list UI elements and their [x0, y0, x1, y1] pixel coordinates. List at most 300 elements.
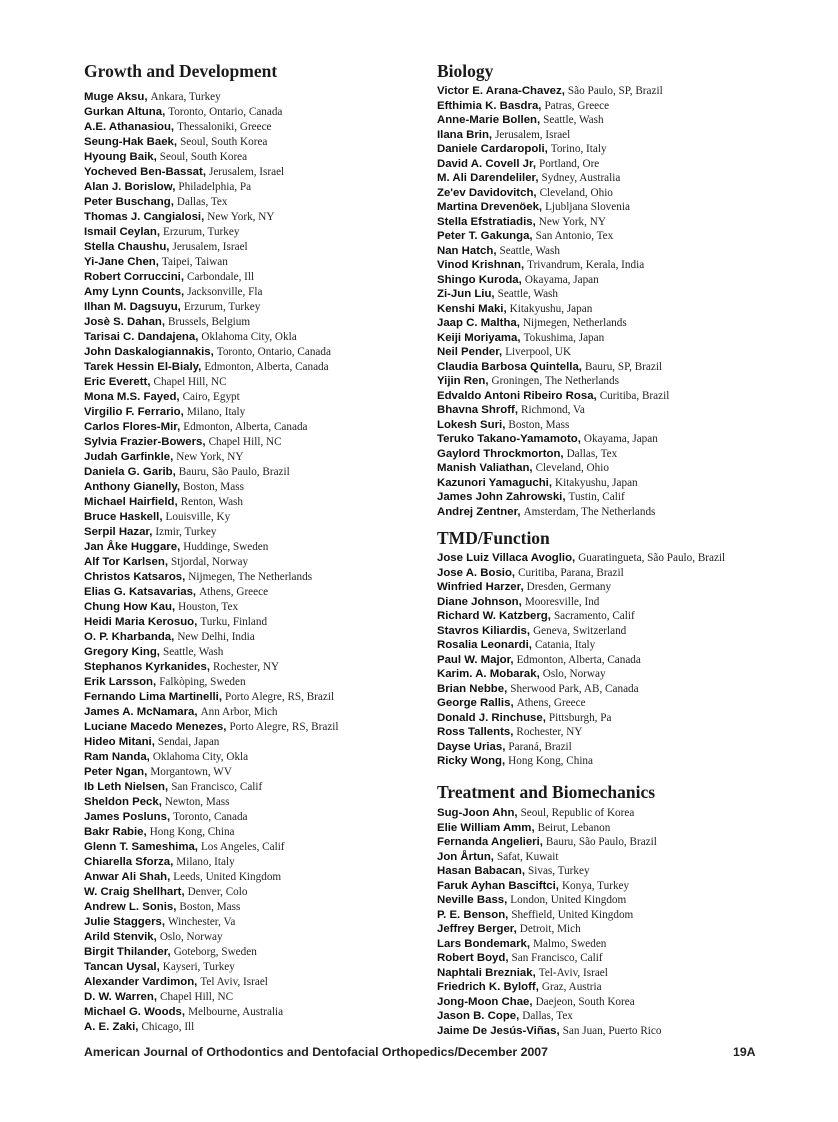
reviewer-name: Virgilio F. Ferrario ,	[84, 406, 184, 418]
reviewer-entry	[437, 489, 669, 504]
reviewer-location: Houston, Tex	[178, 601, 239, 613]
reviewer-entry	[84, 148, 339, 163]
reviewer-list-biology	[437, 83, 669, 518]
reviewer-location: Graz, Austria	[541, 981, 602, 993]
reviewer-location: Trivandrum, Kerala, India	[527, 259, 645, 271]
section-heading-growth: Growth and Development	[84, 61, 278, 81]
reviewer-name: James A. McNamara ,	[84, 706, 198, 718]
reviewer-location: New York, NY	[176, 451, 244, 463]
reviewer-entry	[84, 778, 339, 793]
reviewer-entry	[84, 313, 339, 328]
reviewer-entry	[84, 358, 339, 373]
reviewer-location: São Paulo, SP, Brazil	[567, 85, 663, 97]
reviewer-entry	[84, 223, 339, 238]
reviewer-list-treatment	[437, 805, 661, 1037]
reviewer-entry	[84, 943, 339, 958]
reviewer-entry	[84, 208, 339, 223]
reviewer-name: Nan Hatch ,	[437, 245, 497, 257]
reviewer-name: Michael G. Woods ,	[84, 1006, 185, 1018]
reviewer-entry	[437, 594, 725, 609]
reviewer-entry	[437, 637, 725, 652]
reviewer-entry	[437, 666, 725, 681]
reviewer-entry	[84, 763, 339, 778]
reviewer-location: Tel Aviv, Israel	[200, 976, 268, 988]
reviewer-location: Boston, Mass	[508, 418, 570, 431]
reviewer-entry	[437, 820, 661, 835]
reviewer-location: Porto Alegre, RS, Brazil	[229, 721, 339, 733]
reviewer-entry	[84, 163, 339, 178]
reviewer-name: Ib Leth Nielsen ,	[84, 781, 168, 793]
reviewer-location: Safat, Kuwait	[496, 850, 559, 863]
reviewer-name: Jan Åke Huggare ,	[84, 541, 180, 553]
reviewer-name: Luciane Macedo Menezes ,	[84, 721, 226, 733]
reviewer-entry	[437, 388, 669, 403]
reviewer-location: Seattle, Wash	[162, 646, 224, 658]
reviewer-location: Edmonton, Alberta, Canada	[204, 361, 329, 373]
reviewer-name: Hyoung Baik ,	[84, 151, 157, 163]
reviewer-list-tmd	[437, 550, 725, 768]
reviewer-entry	[437, 878, 661, 893]
reviewer-name: Hideo Mitani ,	[84, 736, 155, 748]
reviewer-entry	[84, 463, 339, 478]
reviewer-name: Bruce Haskell ,	[84, 511, 163, 523]
reviewer-name: David A. Covell Jr ,	[437, 158, 536, 170]
reviewer-name: Paul W. Major ,	[437, 654, 514, 666]
reviewer-location: Bauru, SP, Brazil	[584, 360, 663, 373]
reviewer-name: Anne-Marie Bollen ,	[437, 114, 540, 126]
reviewer-entry	[84, 628, 339, 643]
reviewer-location: Jerusalem, Israel	[172, 241, 248, 253]
reviewer-entry	[84, 493, 339, 508]
reviewer-name: D. W. Warren ,	[84, 991, 157, 1003]
reviewer-location: San Francisco, Calif	[511, 952, 603, 964]
reviewer-name: Gregory King ,	[84, 646, 160, 658]
reviewer-entry	[84, 643, 339, 658]
reviewer-name: Sug-Joon Ahn ,	[437, 807, 518, 819]
reviewer-location: Toronto, Ontario, Canada	[168, 106, 283, 118]
reviewer-location: Oklahoma City, Okla	[201, 331, 297, 343]
reviewer-location: Torino, Italy	[550, 143, 607, 155]
reviewer-name: Fernanda Angelieri ,	[437, 836, 543, 848]
reviewer-entry	[437, 921, 661, 936]
reviewer-name: George Rallis ,	[437, 697, 514, 709]
reviewer-name: Donald J. Rinchuse ,	[437, 712, 546, 724]
reviewer-location: Ankara, Turkey	[150, 91, 221, 103]
reviewer-location: Athens, Greece	[516, 697, 586, 709]
reviewer-entry	[437, 504, 669, 519]
reviewer-name: Anthony Gianelly ,	[84, 481, 180, 493]
section-heading-biology: Biology	[437, 61, 494, 81]
reviewer-name: Glenn T. Sameshima ,	[84, 841, 198, 853]
reviewer-entry	[437, 315, 669, 330]
reviewer-location: Turku, Finland	[200, 616, 268, 628]
reviewer-entry	[84, 988, 339, 1003]
reviewer-location: San Antonio, Tex	[535, 230, 614, 242]
reviewer-location: Sheffield, United Kingdom	[511, 908, 634, 921]
reviewer-location: Toronto, Ontario, Canada	[216, 346, 331, 358]
reviewer-name: Karim. A. Mobarak ,	[437, 668, 540, 680]
reviewer-location: Hong Kong, China	[508, 755, 593, 767]
reviewer-entry	[437, 301, 669, 316]
reviewer-name: Ilhan M. Dagsuyu ,	[84, 301, 181, 313]
reviewer-entry	[437, 834, 661, 849]
reviewer-entry	[437, 185, 669, 200]
reviewer-name: Keiji Moriyama ,	[437, 332, 521, 344]
reviewer-name: Teruko Takano-Yamamoto ,	[437, 433, 581, 445]
reviewer-location: Leeds, United Kingdom	[173, 871, 282, 883]
reviewer-name: Stella Efstratiadis ,	[437, 216, 536, 228]
reviewer-entry	[84, 658, 339, 673]
reviewer-location: Huddinge, Sweden	[183, 541, 269, 553]
reviewer-location: Chapel Hill, NC	[153, 376, 227, 388]
reviewer-location: Morgantown, WV	[150, 766, 232, 778]
footer-journal-title: American Journal of Orthodontics and Dentofacial Orthopedics/December 2007	[84, 1045, 548, 1059]
reviewer-name: Julie Staggers ,	[84, 916, 165, 928]
reviewer-location: Amsterdam, The Netherlands	[523, 505, 656, 518]
reviewer-location: Curitiba, Parana, Brazil	[518, 566, 624, 579]
reviewer-entry	[437, 979, 661, 994]
reviewer-location: Seattle, Wash	[497, 288, 559, 300]
reviewer-entry	[84, 178, 339, 193]
reviewer-entry	[437, 965, 661, 980]
reviewer-location: Winchester, Va	[168, 916, 236, 928]
reviewer-location: Seoul, South Korea	[159, 151, 248, 163]
reviewer-entry	[437, 739, 725, 754]
reviewer-name: Jose A. Bosio ,	[437, 567, 515, 579]
reviewer-name: Alan J. Borislow ,	[84, 181, 175, 193]
reviewer-name: John Daskalogiannakis ,	[84, 346, 214, 358]
reviewer-name: Anwar Ali Shah ,	[84, 871, 170, 883]
reviewer-name: Ross Tallents ,	[437, 726, 513, 738]
section-heading-treatment: Treatment and Biomechanics	[437, 782, 656, 802]
reviewer-location: Sherwood Park, AB, Canada	[510, 682, 639, 695]
reviewer-location: Milano, Italy	[186, 406, 246, 418]
reviewer-entry	[437, 344, 669, 359]
reviewer-location: Athens, Greece	[199, 586, 269, 598]
reviewer-entry	[437, 199, 669, 214]
reviewer-location: Rochester, NY	[516, 726, 583, 738]
reviewer-entry	[84, 298, 339, 313]
reviewer-entry	[84, 403, 339, 418]
reviewer-entry	[437, 710, 725, 725]
reviewer-name: Thomas J. Cangialosi ,	[84, 211, 204, 223]
reviewer-location: Dallas, Tex	[176, 196, 228, 208]
reviewer-location: Hong Kong, China	[149, 826, 235, 838]
reviewer-location: Renton, Wash	[180, 496, 243, 508]
reviewer-name: Kazunori Yamaguchi ,	[437, 477, 552, 489]
reviewer-name: Rosalia Leonardi ,	[437, 639, 532, 651]
reviewer-name: Serpil Hazar ,	[84, 526, 152, 538]
reviewer-entry	[84, 508, 339, 523]
reviewer-location: Guaratingueta, São Paulo, Brazil	[578, 552, 726, 564]
reviewer-entry	[84, 343, 339, 358]
footer-page-number: 19A	[733, 1045, 756, 1059]
reviewer-entry	[84, 373, 339, 388]
reviewer-location: Paraná, Brazil	[508, 740, 572, 753]
reviewer-entry	[84, 688, 339, 703]
reviewer-name: Edvaldo Antoni Ribeiro Rosa ,	[437, 390, 597, 402]
reviewer-entry	[84, 538, 339, 553]
reviewer-location: Kitakyushu, Japan	[555, 476, 638, 489]
reviewer-location: Ljubljana Slovenia	[545, 201, 630, 213]
reviewer-name: A. E. Zaki ,	[84, 1021, 138, 1033]
reviewer-location: Sacramento, Calif	[553, 610, 635, 622]
reviewer-entry	[437, 359, 669, 374]
reviewer-location: Sydney, Australia	[541, 172, 621, 184]
reviewer-name: Josè S. Dahan ,	[84, 316, 165, 328]
reviewer-name: Ze'ev Davidovitch ,	[437, 187, 537, 199]
reviewer-name: Yijin Ren ,	[437, 375, 488, 387]
reviewer-location: Oslo, Norway	[159, 931, 223, 943]
reviewer-name: Ram Nanda ,	[84, 751, 150, 763]
reviewer-location: Seoul, South Korea	[180, 136, 268, 148]
reviewer-entry	[437, 623, 725, 638]
reviewer-location: Erzurum, Turkey	[162, 226, 240, 238]
reviewer-location: Malmo, Sweden	[533, 937, 607, 950]
reviewer-location: Taipei, Taiwan	[161, 256, 228, 268]
reviewer-name: Alexander Vardimon ,	[84, 976, 197, 988]
reviewer-name: Jon Årtun ,	[437, 851, 494, 863]
reviewer-name: Alf Tor Karlsen ,	[84, 556, 168, 568]
reviewer-location: Tokushima, Japan	[523, 331, 605, 344]
reviewer-location: San Juan, Puerto Rico	[562, 1024, 662, 1037]
reviewer-name: O. P. Kharbanda ,	[84, 631, 174, 643]
reviewer-entry	[437, 112, 669, 127]
reviewer-entry	[437, 402, 669, 417]
reviewer-location: Okayama, Japan	[524, 273, 599, 286]
reviewer-name: Claudia Barbosa Quintella ,	[437, 361, 582, 373]
reviewer-name: Efthimia K. Basdra ,	[437, 100, 541, 112]
reviewer-location: Seattle, Wash	[543, 114, 604, 126]
reviewer-location: Chapel Hill, NC	[208, 436, 282, 448]
reviewer-location: Sivas, Turkey	[528, 865, 590, 877]
reviewer-name: Shingo Kuroda ,	[437, 274, 522, 286]
reviewer-location: Pittsburgh, Pa	[548, 711, 612, 724]
reviewer-entry	[84, 433, 339, 448]
reviewer-location: London, United Kingdom	[510, 894, 627, 906]
reviewer-entry	[437, 863, 661, 878]
reviewer-name: Chung How Kau ,	[84, 601, 175, 613]
reviewer-entry	[437, 446, 669, 461]
reviewer-location: New Delhi, India	[177, 631, 255, 643]
reviewer-location: Jacksonville, Fla	[187, 286, 263, 298]
reviewer-entry	[84, 733, 339, 748]
reviewer-entry	[437, 695, 725, 710]
reviewer-entry	[437, 228, 669, 243]
reviewer-name: Hasan Babacan ,	[437, 865, 525, 877]
reviewer-name: Neil Pender ,	[437, 346, 502, 358]
reviewer-entry	[437, 652, 725, 667]
reviewer-entry	[84, 88, 339, 103]
reviewer-location: Stjordal, Norway	[170, 556, 249, 568]
reviewer-location: Edmonton, Alberta, Canada	[183, 421, 308, 433]
reviewer-name: Ismail Ceylan ,	[84, 226, 160, 238]
reviewer-location: Nijmegen, Netherlands	[522, 317, 627, 329]
reviewer-entry	[437, 417, 669, 432]
reviewer-location: Los Angeles, Calif	[200, 841, 285, 853]
reviewer-name: Stella Chaushu ,	[84, 241, 169, 253]
reviewer-name: Elie William Amm ,	[437, 822, 535, 834]
reviewer-entry	[84, 808, 339, 823]
reviewer-location: Kitakyushu, Japan	[509, 302, 593, 315]
reviewer-name: Eric Everett ,	[84, 376, 151, 388]
reviewer-location: Patras, Greece	[544, 99, 610, 112]
reviewer-entry	[437, 141, 669, 156]
reviewer-name: Heidi Maria Kerosuo ,	[84, 616, 197, 628]
reviewer-name: Seung-Hak Baek ,	[84, 136, 177, 148]
reviewer-name: M. Ali Darendeliler ,	[437, 172, 539, 184]
reviewer-location: Chicago, Ill	[141, 1021, 195, 1033]
reviewer-name: Peter Ngan ,	[84, 766, 147, 778]
reviewer-location: Newton, Mass	[164, 796, 230, 808]
reviewer-location: Seoul, Republic of Korea	[520, 807, 635, 819]
reviewer-entry	[84, 913, 339, 928]
reviewer-location: Detroit, Mich	[519, 923, 581, 935]
reviewer-entry	[84, 928, 339, 943]
reviewer-name: Dayse Urias ,	[437, 741, 505, 753]
reviewer-name: Naphtali Brezniak ,	[437, 967, 536, 979]
reviewer-name: Martina Drevenöek ,	[437, 201, 542, 213]
reviewer-entry	[84, 853, 339, 868]
reviewer-entry	[437, 907, 661, 922]
reviewer-entry	[84, 598, 339, 613]
reviewer-entry	[437, 579, 725, 594]
reviewer-name: Jaap C. Maltha ,	[437, 317, 520, 329]
reviewer-entry	[84, 418, 339, 433]
reviewer-name: Chiarella Sforza ,	[84, 856, 173, 868]
reviewer-entry	[437, 805, 661, 820]
reviewer-entry	[84, 748, 339, 763]
reviewer-entry	[84, 523, 339, 538]
reviewer-location: Goteborg, Sweden	[173, 946, 257, 958]
reviewer-location: Liverpool, UK	[505, 346, 572, 358]
reviewer-location: New York, NY	[207, 211, 275, 223]
reviewer-name: Andrej Zentner ,	[437, 506, 521, 518]
reviewer-location: Richmond, Va	[521, 404, 585, 416]
reviewer-location: Louisville, Ky	[165, 511, 231, 523]
reviewer-location: Edmonton, Alberta, Canada	[516, 653, 641, 666]
reviewer-name: Sheldon Peck ,	[84, 796, 162, 808]
reviewer-location: Falkòping, Sweden	[159, 676, 246, 688]
reviewer-name: Jaime De Jesús-Viñas ,	[437, 1025, 560, 1037]
reviewer-location: Toronto, Canada	[173, 811, 248, 823]
reviewer-location: Boston, Mass	[179, 901, 241, 913]
reviewer-entry	[84, 103, 339, 118]
section-heading-tmd: TMD/Function	[437, 528, 550, 548]
reviewer-entry	[437, 243, 669, 258]
reviewer-name: Christos Katsaros ,	[84, 571, 185, 583]
reviewer-location: Nijmegen, The Netherlands	[188, 571, 313, 583]
reviewer-entry	[437, 373, 669, 388]
reviewer-entry	[437, 83, 669, 98]
reviewer-location: Milano, Italy	[176, 856, 235, 868]
reviewer-name: Arild Stenvik ,	[84, 931, 157, 943]
reviewer-entry	[84, 703, 339, 718]
reviewer-name: Lars Bondemark ,	[437, 938, 530, 950]
reviewer-entry	[437, 460, 669, 475]
reviewer-name: Yocheved Ben-Bassat ,	[84, 166, 206, 178]
reviewer-entry	[84, 838, 339, 853]
reviewer-entry	[84, 388, 339, 403]
reviewer-entry	[84, 268, 339, 283]
reviewer-name: Tarisai C. Dandajena ,	[84, 331, 198, 343]
reviewer-entry	[84, 478, 339, 493]
reviewer-entry	[437, 849, 661, 864]
reviewer-entry	[437, 475, 669, 490]
reviewer-entry	[84, 133, 339, 148]
reviewer-name: Muge Aksu ,	[84, 91, 148, 103]
reviewer-entry	[84, 283, 339, 298]
reviewer-location: Geneva, Switzerland	[533, 624, 627, 637]
reviewer-entry	[437, 681, 725, 696]
reviewer-entry	[84, 448, 339, 463]
reviewer-location: Dallas, Tex	[566, 447, 618, 460]
reviewer-name: Jeffrey Berger ,	[437, 923, 517, 935]
reviewer-name: Erik Larsson ,	[84, 676, 156, 688]
reviewer-name: P. E. Benson ,	[437, 909, 508, 921]
reviewer-entry	[437, 286, 669, 301]
reviewer-entry	[437, 994, 661, 1009]
reviewer-name: Fernando Lima Martinelli ,	[84, 691, 222, 703]
reviewer-entry	[84, 823, 339, 838]
reviewer-location: Seattle, Wash	[499, 244, 560, 257]
reviewer-name: Richard W. Katzberg ,	[437, 610, 551, 622]
reviewer-name: Robert Corruccini ,	[84, 271, 184, 283]
reviewer-name: Robert Boyd ,	[437, 952, 509, 964]
reviewer-name: Peter Buschang ,	[84, 196, 174, 208]
reviewer-entry	[437, 257, 669, 272]
reviewer-name: James Posluns ,	[84, 811, 170, 823]
reviewer-entry	[84, 883, 339, 898]
reviewer-location: Mooresville, Ind	[524, 595, 600, 608]
reviewer-location: Erzurum, Turkey	[183, 301, 261, 313]
reviewer-location: Dresden, Germany	[526, 581, 612, 593]
reviewer-entry	[437, 272, 669, 287]
reviewer-location: Boston, Mass	[183, 481, 244, 493]
reviewer-name: W. Craig Shellhart ,	[84, 886, 185, 898]
reviewer-location: Cleveland, Ohio	[539, 186, 613, 199]
reviewer-entry	[437, 127, 669, 142]
reviewer-entry	[84, 193, 339, 208]
reviewer-location: Izmir, Turkey	[155, 526, 217, 538]
reviewer-entry	[437, 608, 725, 623]
reviewer-name: Bakr Rabie ,	[84, 826, 147, 838]
reviewer-name: Stephanos Kyrkanides ,	[84, 661, 210, 673]
reviewer-name: Diane Johnson ,	[437, 596, 522, 608]
reviewer-name: Tarek Hessin El-Bialy ,	[84, 361, 201, 373]
reviewer-name: Lokesh Suri ,	[437, 419, 505, 431]
reviewer-name: Gaylord Throckmorton ,	[437, 448, 564, 460]
reviewer-name: Jose Luiz Villaca Avoglio ,	[437, 552, 575, 564]
reviewer-name: Friedrich K. Byloff ,	[437, 981, 539, 993]
reviewer-location: Chapel Hill, NC	[160, 991, 234, 1003]
reviewer-location: Jerusalem, Israel	[495, 128, 571, 141]
reviewer-entry	[84, 973, 339, 988]
reviewer-entry	[84, 898, 339, 913]
reviewer-location: Tustin, Calif	[568, 491, 625, 503]
reviewer-location: Denver, Colo	[187, 886, 248, 898]
reviewer-entry	[437, 330, 669, 345]
reviewer-name: Faruk Ayhan Basciftci ,	[437, 880, 559, 892]
reviewer-name: Carlos Flores-Mir ,	[84, 421, 180, 433]
reviewer-name: James John Zahrowski ,	[437, 491, 566, 503]
reviewer-location: Groningen, The Netherlands	[491, 375, 619, 387]
reviewer-entry	[437, 170, 669, 185]
reviewer-entry	[84, 1003, 339, 1018]
reviewer-entry	[84, 568, 339, 583]
reviewer-name: Stavros Kiliardis ,	[437, 625, 530, 637]
reviewer-name: Bhavna Shroff ,	[437, 404, 518, 416]
